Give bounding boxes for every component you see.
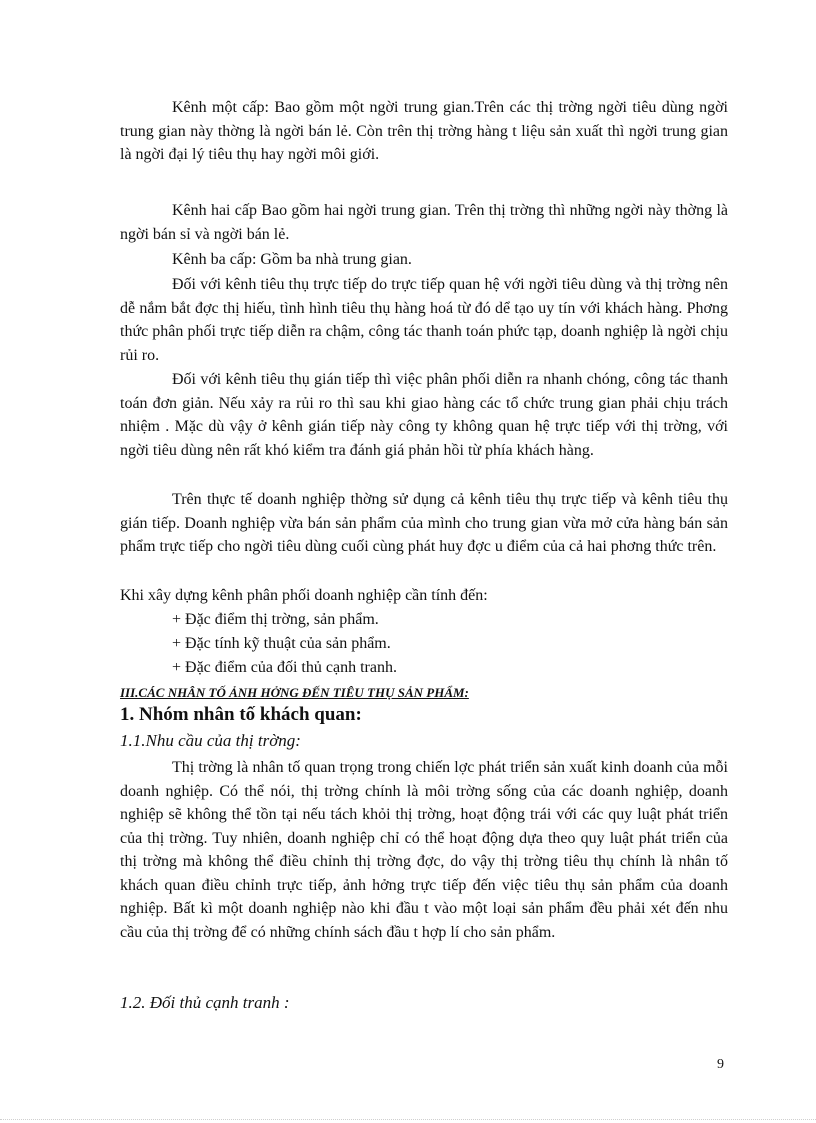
bullet-technical-features: + Đặc tính kỹ thuật của sản phẩm. xyxy=(172,635,391,652)
section-heading-factors: III.CÁC NHÂN TỐ ẢNH HỞNG ĐẾN TIÊU THỤ SẢN PHẨM: xyxy=(120,685,469,700)
paragraph-mixed-channel: Trên thực tế doanh nghiệp thờng sử dụng cả kênh tiêu thụ trực tiếp và kênh tiêu thụ gián tiếp. Doanh nghiệp vừa bán sản phẩm của mình cho trung gian vừa mở cửa hàng bán sản phẩm trực tiếp cho ngời tiêu dùng cuối cùng phát huy đợc u điểm của cả hai phơng thức trên. xyxy=(120,491,728,555)
bullet-market-product: + Đặc điểm thị trờng, sản phẩm. xyxy=(172,611,379,628)
page-bottom-border xyxy=(0,1119,816,1120)
subheading-market-demand: 1.1.Nhu cầu của thị trờng: xyxy=(120,731,301,750)
bullet-competitors: + Đặc điểm của đối thủ cạnh tranh. xyxy=(172,659,397,676)
paragraph-three-level-channel: Kênh ba cấp: Gồm ba nhà trung gian. xyxy=(172,251,412,268)
paragraph-one-level-channel: Kênh một cấp: Bao gồm một ngời trung gian.Trên các thị trờng ngời tiêu dùng ngời trung gian này thờng là ngời bán lẻ. Còn trên thị trờng hàng t liệu sản xuất thì ngời trung gian là ngời đại lý tiêu thụ hay ngời môi giới. xyxy=(120,99,728,163)
paragraph-indirect-channel: Đối với kênh tiêu thụ gián tiếp thì việc phân phối diễn ra nhanh chóng, công tác thanh toán đơn giản. Nếu xảy ra rủi ro thì sau khi giao hàng các tổ chức trung gian phải chịu trách nhiệm . Mặc dù vậy ở kênh gián tiếp này công ty không quan hệ trực tiếp với thị trờng, với ngời tiêu dùng nên rất khó kiểm tra đánh giá phản hồi từ phía khách hàng. xyxy=(120,371,728,459)
heading-objective-factors: 1. Nhóm nhân tố khách quan: xyxy=(120,704,362,725)
paragraph-market-demand: Thị trờng là nhân tố quan trọng trong chiến lợc phát triển sản xuất kinh doanh của mỗi doanh nghiệp. Có thể nói, thị trờng chính là môi trờng sống của các doanh nghiệp, doanh nghiệp sẽ không thể tồn tại nếu tách khỏi thị trờng, hoạt động trái với các quy luật phát triển của thị trờng. Tuy nhiên, doanh nghiệp chỉ có thể hoạt động dựa theo quy luật phát triển của thị trờng mà không thể điều chỉnh thị trờng đợc, do vậy thị trờng tiêu thụ chính là nhân tố khách quan điều chỉnh trực tiếp, ảnh hởng trực tiếp đến việc tiêu thụ sản phẩm của doanh nghiệp. Bất kì một doanh nghiệp nào khi đầu t vào một loại sản phẩm đều phải xét đến nhu cầu của thị trờng để có những chính sách đầu t hợp lí cho sản phẩm. xyxy=(120,759,728,941)
paragraph-direct-channel: Đối với kênh tiêu thụ trực tiếp do trực tiếp quan hệ với ngời tiêu dùng và thị trờng nên dễ nắm bắt đợc thị hiếu, tình hình tiêu thụ hàng hoá từ đó dể tạo uy tín với khách hàng. Phơng thức phân phối trực tiếp diễn ra chậm, công tác thanh toán phức tạp, doanh nghiệp là ngời chịu rủi ro. xyxy=(120,276,728,364)
paragraph-two-level-channel: Kênh hai cấp Bao gồm hai ngời trung gian. Trên thị trờng thì những ngời này thờng là ngời bán sỉ và ngời bán lẻ. xyxy=(120,202,728,243)
paragraph-channel-considerations: Khi xây dựng kênh phân phối doanh nghiệp cần tính đến: xyxy=(120,587,488,604)
subheading-competitors: 1.2. Đối thủ cạnh tranh : xyxy=(120,993,290,1012)
page-number: 9 xyxy=(717,1057,724,1072)
